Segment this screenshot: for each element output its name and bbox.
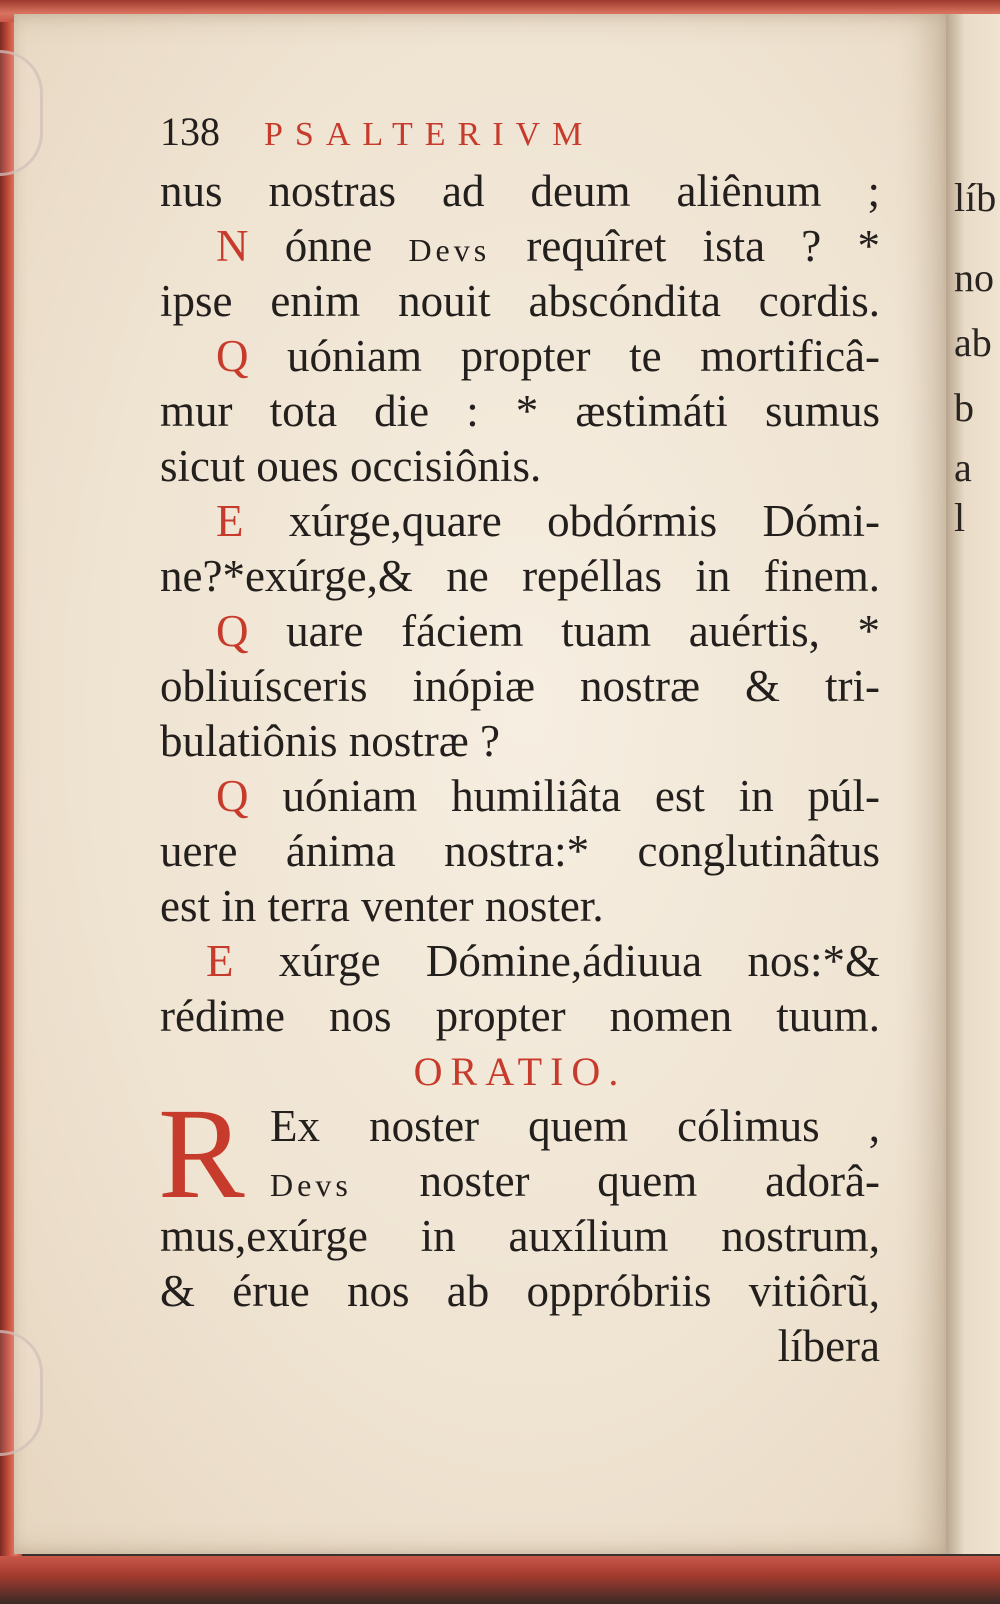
small-caps-word: Devs xyxy=(408,232,491,268)
verse-line: ne?*exúrge,& ne repéllas in finem. xyxy=(160,551,880,601)
facing-page-fragment: l xyxy=(954,495,966,540)
verse-line: mur tota die : * æstimáti sumus xyxy=(160,386,880,436)
verse-initial: Q xyxy=(216,331,249,381)
oratio-heading: ORATIO. xyxy=(413,1049,627,1094)
verse-line: bulatiônis nostræ ? xyxy=(160,716,500,766)
book-edge-bottom xyxy=(0,1556,1000,1604)
verse-line: est in terra venter noster. xyxy=(160,881,604,931)
folio-number: 138 xyxy=(160,109,220,154)
running-head: PSALTERIVM xyxy=(264,116,595,153)
verse-line: sicut oues occisiônis. xyxy=(160,441,542,491)
facing-page-fragment: b xyxy=(954,385,974,430)
facing-page-fragment: a xyxy=(954,445,972,490)
verse-line: Q uóniam propter te mortificâ- xyxy=(216,331,880,381)
verse-line: nus nostras ad deum aliênum ; xyxy=(160,166,880,216)
verse-initial: Q xyxy=(216,771,249,821)
verse-line: obliuísceris inópiæ nostræ & tri- xyxy=(160,661,880,711)
verse-line: ipse enim nouit abscóndita cordis. xyxy=(160,276,880,326)
page-header xyxy=(160,104,880,164)
catchword: líbera xyxy=(777,1321,880,1371)
oratio-line: Ex noster quem cólimus , xyxy=(270,1101,880,1151)
oratio-block xyxy=(158,1082,880,1374)
page-text xyxy=(160,104,880,1374)
drop-initial: R xyxy=(158,1082,245,1226)
verse-initial: E xyxy=(216,496,244,546)
verse-line: Q uóniam humiliâta est in púl- xyxy=(216,771,881,821)
oratio-line: Devs noster quem adorâ- xyxy=(270,1156,880,1206)
oratio-line: mus,exúrge in auxílium nostrum, xyxy=(160,1211,880,1261)
oratio-line: & érue nos ab oppróbriis vitiôrũ, xyxy=(160,1266,880,1316)
book-page xyxy=(14,14,946,1554)
small-caps-word: Devs xyxy=(270,1167,352,1203)
verse-line: N ónne Devs requîret ista ? * xyxy=(216,221,880,271)
verse-initial: Q xyxy=(216,606,249,656)
facing-page-edge xyxy=(946,14,1000,1554)
verse-line: Q uare fáciem tuam auértis, * xyxy=(216,606,880,656)
verse-initial: E xyxy=(206,936,234,986)
verse-line: E xúrge Dómine,ádiuua nos:*& xyxy=(206,936,880,986)
verse-line: uere ánima nostra:* conglutinâtus xyxy=(160,826,880,876)
facing-page-fragment: ab xyxy=(954,320,992,365)
verse-line: E xúrge,quare obdórmis Dómi- xyxy=(216,496,880,546)
verse-initial: N xyxy=(216,221,249,271)
facing-page-fragment: líb xyxy=(954,175,997,220)
facing-page-fragment: no xyxy=(954,255,994,300)
verse-line: rédime nos propter nomen tuum. xyxy=(160,991,880,1041)
